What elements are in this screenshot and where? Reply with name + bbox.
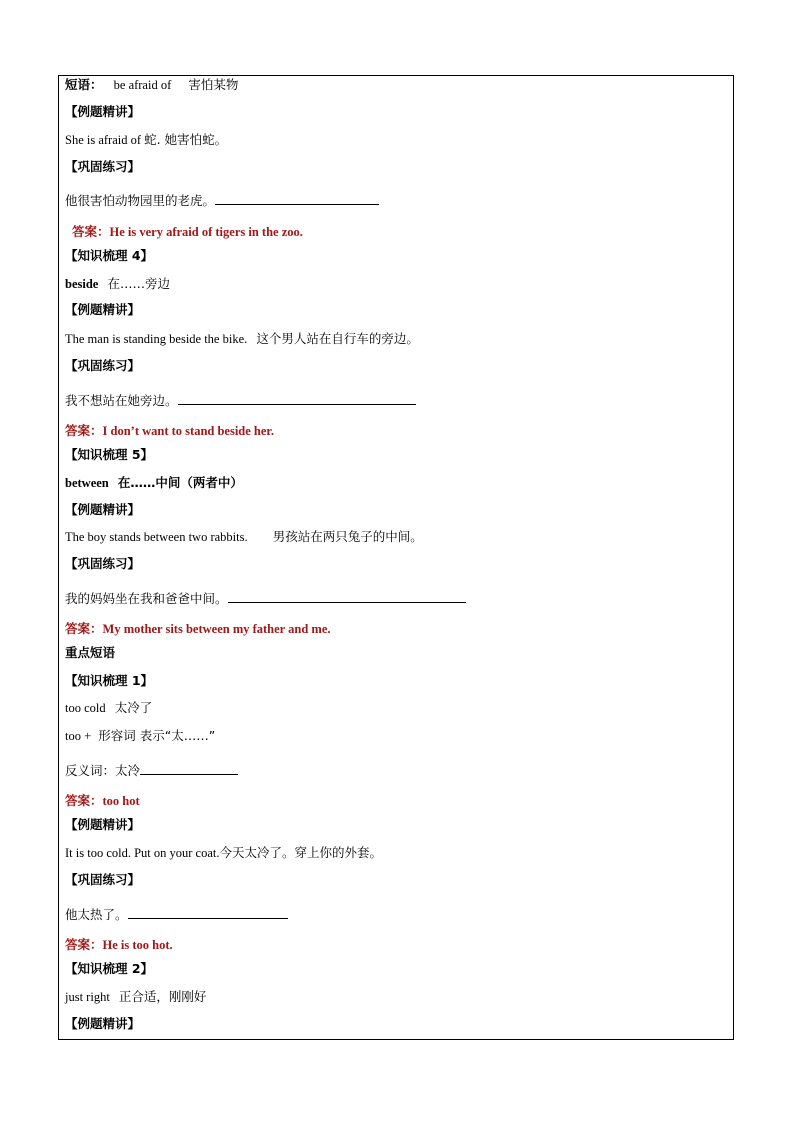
section-label: 【巩固练习】 <box>65 159 141 174</box>
section-label: 【例题精讲】 <box>65 104 141 119</box>
content-frame <box>58 75 734 1040</box>
exercise-line: 他太热了。 <box>65 906 288 923</box>
vocab-line: just right 正合适，刚刚好 <box>65 989 207 1004</box>
section-label: 【例题精讲】 <box>65 817 141 832</box>
section-label: 【巩固练习】 <box>65 872 141 887</box>
exercise-line: 他很害怕动物园里的老虎。 <box>65 192 379 209</box>
section-label: 【知识梳理 1】 <box>65 673 154 688</box>
section-label: 【知识梳理 2】 <box>65 961 154 976</box>
section-label: 【例题精讲】 <box>65 502 141 517</box>
vocab-line: too cold 太冷了 <box>65 700 153 715</box>
section-label: 【知识梳理 4】 <box>65 248 154 263</box>
answer-line: 答案：I don’t want to stand beside her. <box>65 423 274 438</box>
example-sentence: The man is standing beside the bike. 这个男人站在自行车的旁边。 <box>65 331 419 346</box>
answer-line: 答案：My mother sits between my father and me. <box>65 621 331 636</box>
answer-line: 答案：too hot <box>65 793 140 808</box>
example-sentence: The boy stands between two rabbits. 男孩站在两只兔子的中间。 <box>65 529 423 544</box>
answer-blank[interactable] <box>178 392 416 405</box>
section-label: 【巩固练习】 <box>65 556 141 571</box>
answer-blank[interactable] <box>140 762 238 775</box>
phrase-line: 短语： be afraid of 害怕某物 <box>65 77 239 92</box>
vocab-line: beside 在……旁边 <box>65 276 170 291</box>
exercise-line: 反义词：太冷 <box>65 762 238 779</box>
section-label: 【例题精讲】 <box>65 1016 141 1031</box>
example-sentence: She is afraid of 蛇. 她害怕蛇。 <box>65 132 228 147</box>
answer-line: 答案：He is very afraid of tigers in the zoo. <box>72 224 303 239</box>
section-label: 【例题精讲】 <box>65 302 141 317</box>
heading: 重点短语 <box>65 645 116 660</box>
section-label: 【知识梳理 5】 <box>65 447 154 462</box>
answer-line: 答案：He is too hot. <box>65 937 173 952</box>
section-label: 【巩固练习】 <box>65 358 141 373</box>
answer-blank[interactable] <box>128 906 288 919</box>
note-line: too + 形容词 表示“太……” <box>65 728 216 743</box>
answer-blank[interactable] <box>228 590 466 603</box>
example-sentence: It is too cold. Put on your coat.今天太冷了。穿上你的外套。 <box>65 845 383 860</box>
exercise-line: 我的妈妈坐在我和爸爸中间。 <box>65 590 466 607</box>
answer-blank[interactable] <box>215 192 379 205</box>
vocab-line: between 在……中间（两者中） <box>65 475 243 490</box>
exercise-line: 我不想站在她旁边。 <box>65 392 416 409</box>
